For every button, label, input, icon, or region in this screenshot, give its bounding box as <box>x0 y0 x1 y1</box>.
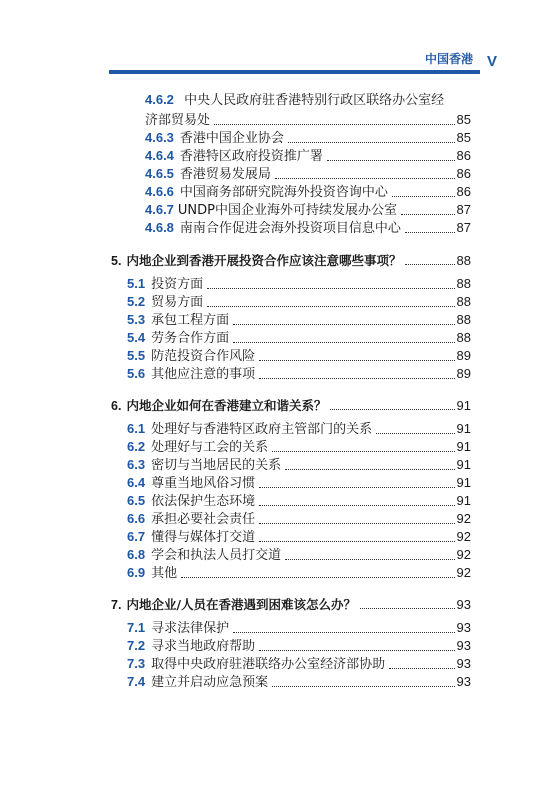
toc-text: 香港特区政府投资推广署 <box>179 149 323 164</box>
dot-leader <box>259 649 454 651</box>
toc-page: 91 <box>456 439 471 454</box>
toc-number: 5.2 <box>127 294 146 309</box>
toc-page: 91 <box>456 398 471 413</box>
toc-entry-6-4[interactable] <box>0 473 559 493</box>
toc-page: 91 <box>456 421 471 436</box>
toc-number: 6.2 <box>127 439 146 454</box>
toc-entry-4-6-2[interactable] <box>145 92 444 109</box>
toc-number: 6.4 <box>127 475 146 490</box>
toc-entry-4-6-8[interactable] <box>0 218 559 238</box>
toc-text: 承担必要社会责任 <box>151 512 256 527</box>
toc-text: 中国商务部研究院海外投资咨询中心 <box>179 185 388 200</box>
toc-number: 7. <box>111 598 122 612</box>
toc-section-7[interactable] <box>0 595 559 615</box>
toc-text: 中央人民政府驻香港特别行政区联络办公室经 <box>184 93 445 108</box>
page-number-roman: V <box>487 53 498 70</box>
toc-page: 86 <box>456 184 471 199</box>
toc-text: 处理好与工会的关系 <box>151 440 269 455</box>
toc-entry-4-6-7[interactable] <box>0 200 559 220</box>
toc-number: 4.6.8 <box>145 220 174 235</box>
toc-text: 寻求法律保护 <box>151 621 230 636</box>
toc-number: 7.4 <box>127 674 146 689</box>
toc-text: 密切与当地居民的关系 <box>151 458 282 473</box>
toc-text: 劳务合作方面 <box>151 331 230 346</box>
toc-entry-7-1[interactable] <box>0 618 559 638</box>
dot-leader <box>259 359 454 361</box>
toc-number: 5.4 <box>127 330 146 345</box>
running-header-title: 中国香港 <box>425 52 474 66</box>
dot-leader <box>327 159 455 161</box>
toc-number: 5.3 <box>127 312 146 327</box>
dot-leader <box>207 305 454 307</box>
toc-entry-6-2[interactable] <box>0 437 559 457</box>
toc-text: 建立并启动应急预案 <box>151 675 269 690</box>
dot-leader <box>275 177 455 179</box>
toc-text: 处理好与香港特区政府主管部门的关系 <box>151 422 373 437</box>
toc-text: 贸易方面 <box>151 295 204 310</box>
toc-page: 92 <box>456 511 471 526</box>
toc-entry-5-5[interactable] <box>0 346 559 366</box>
toc-entry-6-9[interactable] <box>0 563 559 583</box>
dot-leader <box>259 540 454 542</box>
toc-page: 86 <box>456 148 471 163</box>
toc-page: 93 <box>456 656 471 671</box>
toc-number: 4.6.6 <box>145 184 174 199</box>
dot-leader <box>405 231 455 233</box>
toc-number: 5.5 <box>127 348 146 363</box>
toc-text: 承包工程方面 <box>151 313 230 328</box>
toc-page: 88 <box>456 253 471 268</box>
dot-leader <box>259 522 454 524</box>
toc-number: 4.6.5 <box>145 166 174 181</box>
toc-page: 86 <box>456 166 471 181</box>
toc-page: 93 <box>456 638 471 653</box>
toc-number: 7.1 <box>127 620 146 635</box>
dot-leader <box>392 195 455 197</box>
toc-number: 5.6 <box>127 366 146 381</box>
toc-number: 6. <box>111 399 122 413</box>
header-rule <box>109 70 480 74</box>
toc-text: 香港中国企业协会 <box>179 131 284 146</box>
toc-entry-7-2[interactable] <box>0 636 559 656</box>
dot-leader <box>259 377 454 379</box>
toc-entry-7-3[interactable] <box>0 654 559 674</box>
toc-page: 88 <box>456 330 471 345</box>
dot-leader <box>360 607 455 609</box>
dot-leader <box>233 323 454 325</box>
toc-entry-4-6-6[interactable] <box>0 182 559 202</box>
toc-page: 89 <box>456 366 471 381</box>
toc-text: 防范投资合作风险 <box>151 349 256 364</box>
toc-number: 4.6.4 <box>145 148 174 163</box>
toc-page: 88 <box>456 312 471 327</box>
dot-leader <box>401 213 455 215</box>
toc-entry-4-6-4[interactable] <box>0 146 559 166</box>
toc-page: 89 <box>456 348 471 363</box>
toc-page: 92 <box>456 547 471 562</box>
toc-number: 7.2 <box>127 638 146 653</box>
toc-entry-6-1[interactable] <box>0 419 559 439</box>
toc-page: 87 <box>456 220 471 235</box>
toc-text: 投资方面 <box>151 277 204 292</box>
toc-entry-6-3[interactable] <box>0 455 559 475</box>
toc-text: 其他应注意的事项 <box>151 367 256 382</box>
toc-page: 91 <box>456 493 471 508</box>
toc-page: 85 <box>456 112 471 127</box>
dot-leader <box>285 558 454 560</box>
toc-number: 6.5 <box>127 493 146 508</box>
dot-leader <box>233 341 454 343</box>
dot-leader <box>181 576 454 578</box>
toc-number: 6.6 <box>127 511 146 526</box>
toc-text: UNDP中国企业海外可持续发展办公室 <box>177 203 398 218</box>
toc-entry-5-6[interactable] <box>0 364 559 384</box>
toc-page: 93 <box>456 620 471 635</box>
toc-page: 87 <box>456 202 471 217</box>
dot-leader <box>288 141 455 143</box>
dot-leader <box>272 450 454 452</box>
toc-page: 91 <box>456 457 471 472</box>
toc-section-5[interactable] <box>0 251 559 271</box>
toc-entry-6-8[interactable] <box>0 545 559 565</box>
toc-text: 内地企业/人员在香港遇到困难该怎么办？ <box>126 597 357 612</box>
dot-leader <box>207 287 454 289</box>
toc-entry-4-6-3[interactable] <box>0 128 559 148</box>
dot-leader <box>330 408 454 410</box>
dot-leader <box>259 504 454 506</box>
toc-number: 6.8 <box>127 547 146 562</box>
toc-number: 6.1 <box>127 421 146 436</box>
dot-leader <box>389 667 454 669</box>
toc-text: 内地企业如何在香港建立和谐关系？ <box>126 398 327 413</box>
toc-text: 尊重当地风俗习惯 <box>151 476 256 491</box>
toc-page: 92 <box>456 529 471 544</box>
dot-leader <box>214 123 455 125</box>
toc-text: 懂得与媒体打交道 <box>151 530 256 545</box>
toc-page: 93 <box>456 674 471 689</box>
toc-page: 93 <box>456 597 471 612</box>
toc-entry-5-3[interactable] <box>0 310 559 330</box>
toc-number: 6.3 <box>127 457 146 472</box>
toc-number: 6.9 <box>127 565 146 580</box>
toc-entry-6-6[interactable] <box>0 509 559 529</box>
dot-leader <box>233 631 454 633</box>
toc-text: 寻求当地政府帮助 <box>151 639 256 654</box>
toc-text: 济部贸易处 <box>145 113 211 128</box>
toc-text: 内地企业到香港开展投资合作应该注意哪些事项？ <box>126 253 402 268</box>
toc-entry-6-7[interactable] <box>0 527 559 547</box>
toc-section-6[interactable] <box>0 396 559 416</box>
toc-entry-4-6-5[interactable] <box>0 164 559 184</box>
toc-entry-4-6-2-cont[interactable] <box>0 110 559 130</box>
toc-number: 4.6.3 <box>145 130 174 145</box>
toc-entry-5-1[interactable] <box>0 274 559 294</box>
toc-number: 7.3 <box>127 656 146 671</box>
toc-entry-6-5[interactable] <box>0 491 559 511</box>
toc-text: 南南合作促进会海外投资项目信息中心 <box>179 221 401 236</box>
toc-number: 4.6.7 <box>145 202 174 217</box>
toc-number: 4.6.2 <box>145 92 174 107</box>
toc-text: 其他 <box>151 566 178 581</box>
toc-text: 学会和执法人员打交道 <box>151 548 282 563</box>
toc-entry-7-4[interactable] <box>0 672 559 692</box>
toc-text: 取得中央政府驻港联络办公室经济部协助 <box>151 657 386 672</box>
toc-text: 香港贸易发展局 <box>179 167 271 182</box>
toc-page: 92 <box>456 565 471 580</box>
toc-page: 88 <box>456 276 471 291</box>
toc-page: 91 <box>456 475 471 490</box>
dot-leader <box>405 263 454 265</box>
dot-leader <box>272 685 454 687</box>
toc-number: 5. <box>111 254 122 268</box>
dot-leader <box>285 468 454 470</box>
dot-leader <box>376 432 454 434</box>
dot-leader <box>259 486 454 488</box>
toc-number: 5.1 <box>127 276 146 291</box>
toc-page: 85 <box>456 130 471 145</box>
toc-entry-5-4[interactable] <box>0 328 559 348</box>
toc-text: 依法保护生态环境 <box>151 494 256 509</box>
toc-number: 6.7 <box>127 529 146 544</box>
toc-page: 88 <box>456 294 471 309</box>
toc-entry-5-2[interactable] <box>0 292 559 312</box>
